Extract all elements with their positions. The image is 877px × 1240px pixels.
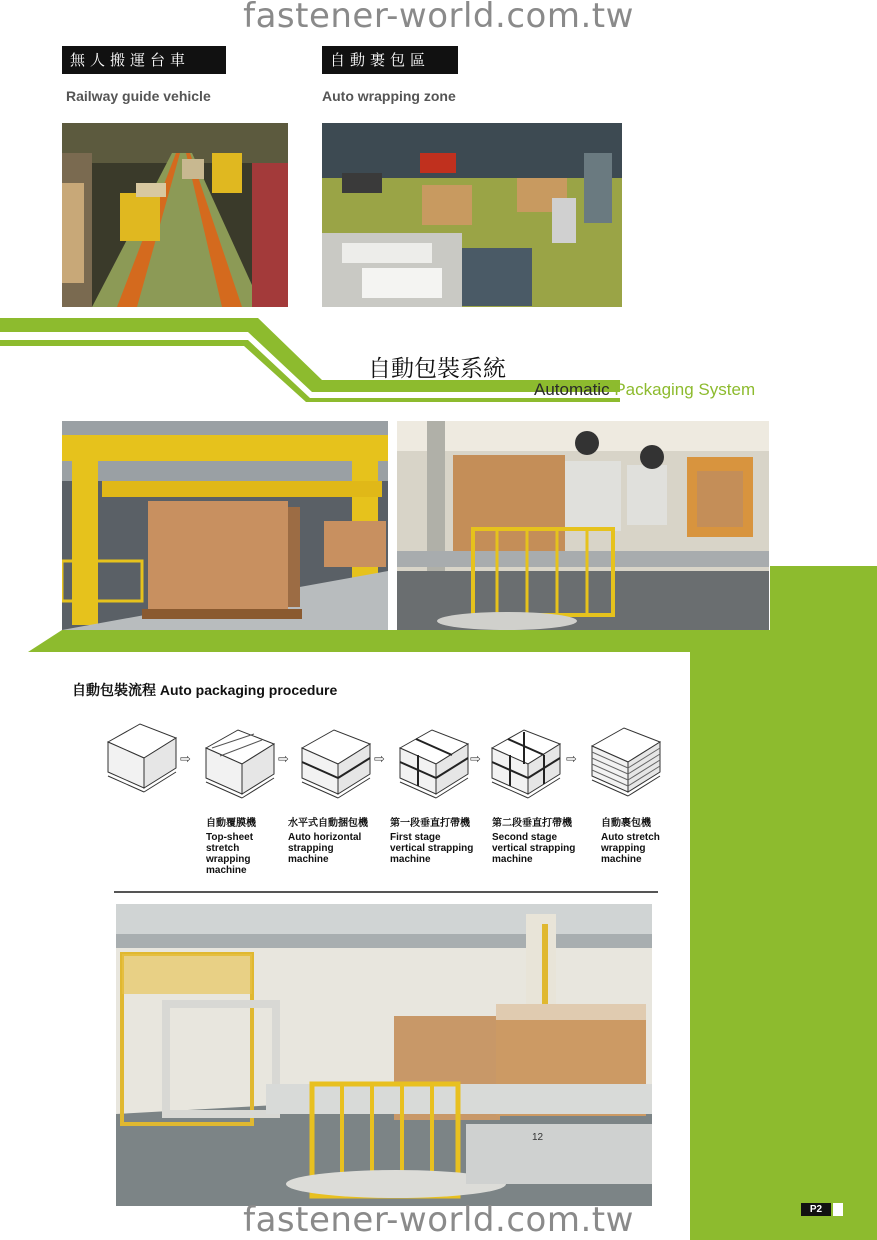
step-1-box: [108, 724, 176, 792]
step-1-label-en: Top-sheet stretch wrapping machine: [206, 832, 254, 876]
procedure-title-en: Auto packaging procedure: [159, 682, 338, 698]
step-3-box: [302, 730, 370, 798]
watermark-top: fastener-world.com.tw: [243, 0, 634, 36]
watermark-bottom: fastener-world.com.tw: [243, 1200, 634, 1240]
section-title-en-vehicle: Railway guide vehicle: [66, 88, 211, 104]
arrow-icon: ⇨: [566, 752, 577, 767]
step-4-label-en: Second stage vertical strapping machine: [492, 832, 576, 865]
page-number-badge: P2: [801, 1203, 831, 1216]
banner-title-cn: 自動包裝系統: [368, 356, 506, 382]
divider: [114, 891, 658, 893]
arrow-icon: ⇨: [374, 752, 385, 767]
packaging-line-photo: [116, 904, 652, 1206]
step-5-label-en: Auto stretch wrapping machine: [601, 832, 660, 865]
banner-title-en-part1: Automatic: [534, 380, 610, 399]
procedure-title: [72, 680, 337, 700]
procedure-title-cn: 自動包裝流程: [72, 683, 156, 699]
railway-vehicle-photo: [62, 123, 288, 307]
step-5-box: [492, 730, 560, 798]
step-2-label-en: Auto horizontal strapping machine: [288, 832, 362, 865]
banner-title-en: [534, 380, 755, 400]
gantry-crate-photo: [62, 421, 388, 630]
step-4-label-cn: 第二段垂直打帶機: [492, 818, 572, 829]
step-2-box: [206, 730, 274, 798]
step-6-box: [592, 728, 660, 796]
section-title-cn-wrapping: 自動裹包區: [322, 46, 458, 74]
step-3-label-cn: 第一段垂直打帶機: [390, 818, 470, 829]
arrow-icon: ⇨: [470, 752, 481, 767]
section-title-en-wrapping: Auto wrapping zone: [322, 88, 456, 104]
conveyor-number-label: 12: [532, 1132, 544, 1143]
section-title-cn-vehicle: 無人搬運台車: [62, 46, 226, 74]
wrapping-zone-photo: [322, 123, 622, 307]
step-4-box: [400, 730, 468, 798]
step-2-label-cn: 水平式自動捆包機: [288, 818, 368, 829]
banner-title-en-part2: Packaging System: [609, 380, 756, 399]
step-1-label-cn: 自動覆膜機: [206, 818, 256, 829]
step-5-label-cn: 自動裹包機: [601, 818, 651, 829]
conveyor-line-photo: [397, 421, 769, 630]
step-3-label-en: First stage vertical strapping machine: [390, 832, 474, 865]
arrow-icon: ⇨: [180, 752, 191, 767]
arrow-icon: ⇨: [278, 752, 289, 767]
